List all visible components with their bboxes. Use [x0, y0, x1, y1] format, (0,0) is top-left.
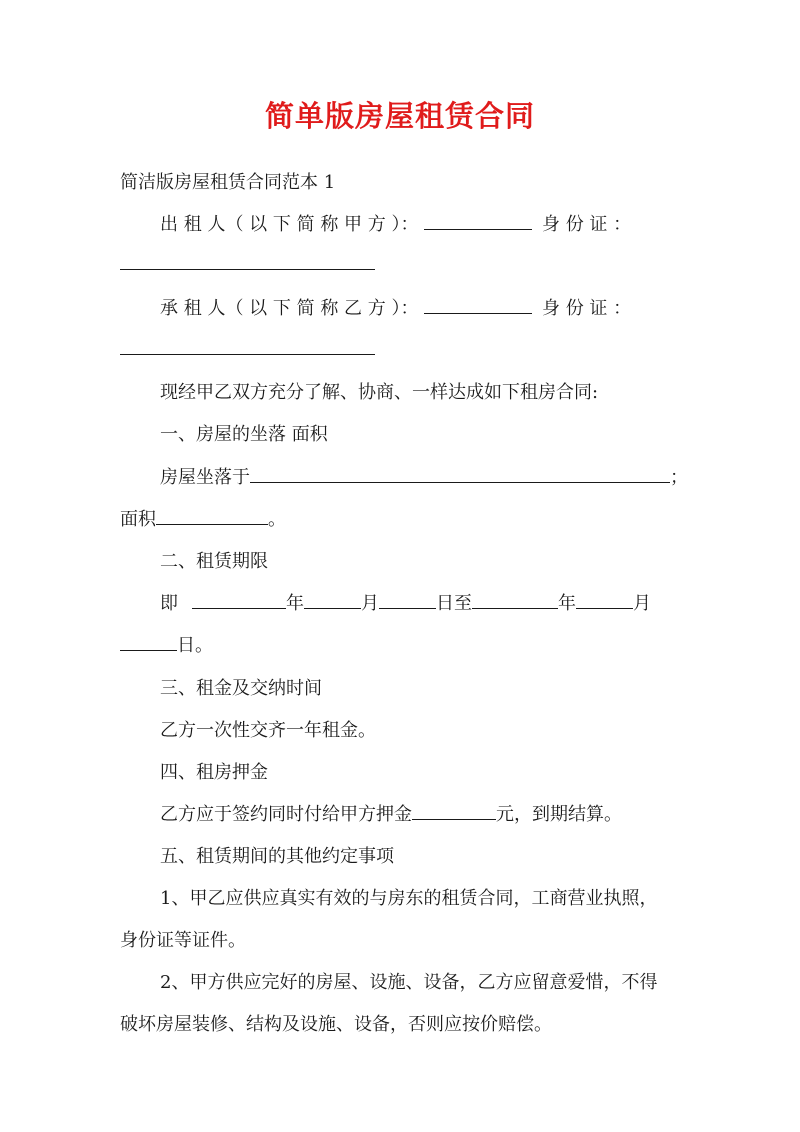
deposit-suffix: 元，到期结算。 — [496, 804, 622, 825]
item-1-line-1: 1、甲乙应供应真实有效的与房东的租赁合同，工商营业执照， — [160, 888, 658, 909]
end-year-blank — [472, 591, 558, 609]
deposit-amount-blank — [412, 802, 496, 820]
end-month-blank — [576, 591, 633, 609]
lessor-name-blank — [424, 212, 532, 230]
lessor-id-label: 身 份 证 ： — [541, 214, 632, 235]
document-title: 简单版房屋租赁合同 — [264, 99, 535, 133]
rent-payment-text: 乙方一次性交齐一年租金。 — [160, 720, 376, 741]
item-2-line-2: 破坏房屋装修、结构及设施、设备，否则应按价赔偿。 — [120, 1014, 552, 1035]
term-month-2: 月 — [633, 593, 651, 614]
lease-term-line-2 — [120, 633, 213, 659]
term-day-to: 日至 — [436, 593, 472, 614]
end-day-blank — [120, 633, 177, 651]
lessor-id-line — [120, 252, 375, 278]
term-year-1: 年 — [286, 593, 304, 614]
term-ji: 即 — [160, 593, 178, 614]
term-month-1: 月 — [361, 593, 379, 614]
start-month-blank — [304, 591, 361, 609]
section-5-heading: 五、租赁期间的其他约定事项 — [160, 846, 394, 867]
lessee-name-blank — [424, 296, 532, 314]
lessee-id-blank — [120, 337, 375, 355]
section-3-heading: 三、租金及交纳时间 — [160, 678, 322, 699]
area-suffix: 。 — [268, 509, 286, 530]
start-year-blank — [192, 591, 286, 609]
section-2-heading: 二、租赁期限 — [160, 551, 268, 572]
lessor-label: 出 租 人（ 以 下 简 称 甲 方 ）： — [160, 214, 419, 235]
item-1-line-2: 身份证等证件。 — [120, 930, 246, 951]
term-year-2: 年 — [558, 593, 576, 614]
area-line — [120, 507, 286, 533]
deposit-prefix: 乙方应于签约同时付给甲方押金 — [160, 804, 412, 825]
location-suffix: ； — [670, 467, 688, 488]
lessee-line — [160, 296, 631, 322]
section-4-heading: 四、租房押金 — [160, 762, 268, 783]
area-blank — [156, 507, 268, 525]
item-2-line-1: 2、甲方供应完好的房屋、设施、设备，乙方应留意爱惜，不得 — [160, 972, 658, 993]
contract-subtitle: 简洁版房屋租赁合同范本 1 — [120, 172, 336, 193]
location-prefix: 房屋坐落于 — [160, 467, 250, 488]
lessor-line — [160, 212, 631, 238]
term-day-end: 日。 — [177, 635, 213, 656]
lessee-id-line — [120, 337, 375, 363]
location-line — [160, 465, 688, 491]
lease-term-line — [160, 591, 651, 617]
location-blank — [250, 465, 670, 483]
lessor-id-blank — [120, 252, 375, 270]
lessee-id-label: 身 份 证 ： — [541, 298, 632, 319]
intro-paragraph: 现经甲乙双方充分了解、协商、一样达成如下租房合同: — [160, 382, 599, 403]
start-day-blank — [379, 591, 436, 609]
lessee-label: 承 租 人（ 以 下 简 称 乙 方 ）： — [160, 298, 419, 319]
area-prefix: 面积 — [120, 509, 156, 530]
section-1-heading: 一、房屋的坐落 面积 — [160, 424, 328, 445]
deposit-line — [160, 802, 622, 828]
